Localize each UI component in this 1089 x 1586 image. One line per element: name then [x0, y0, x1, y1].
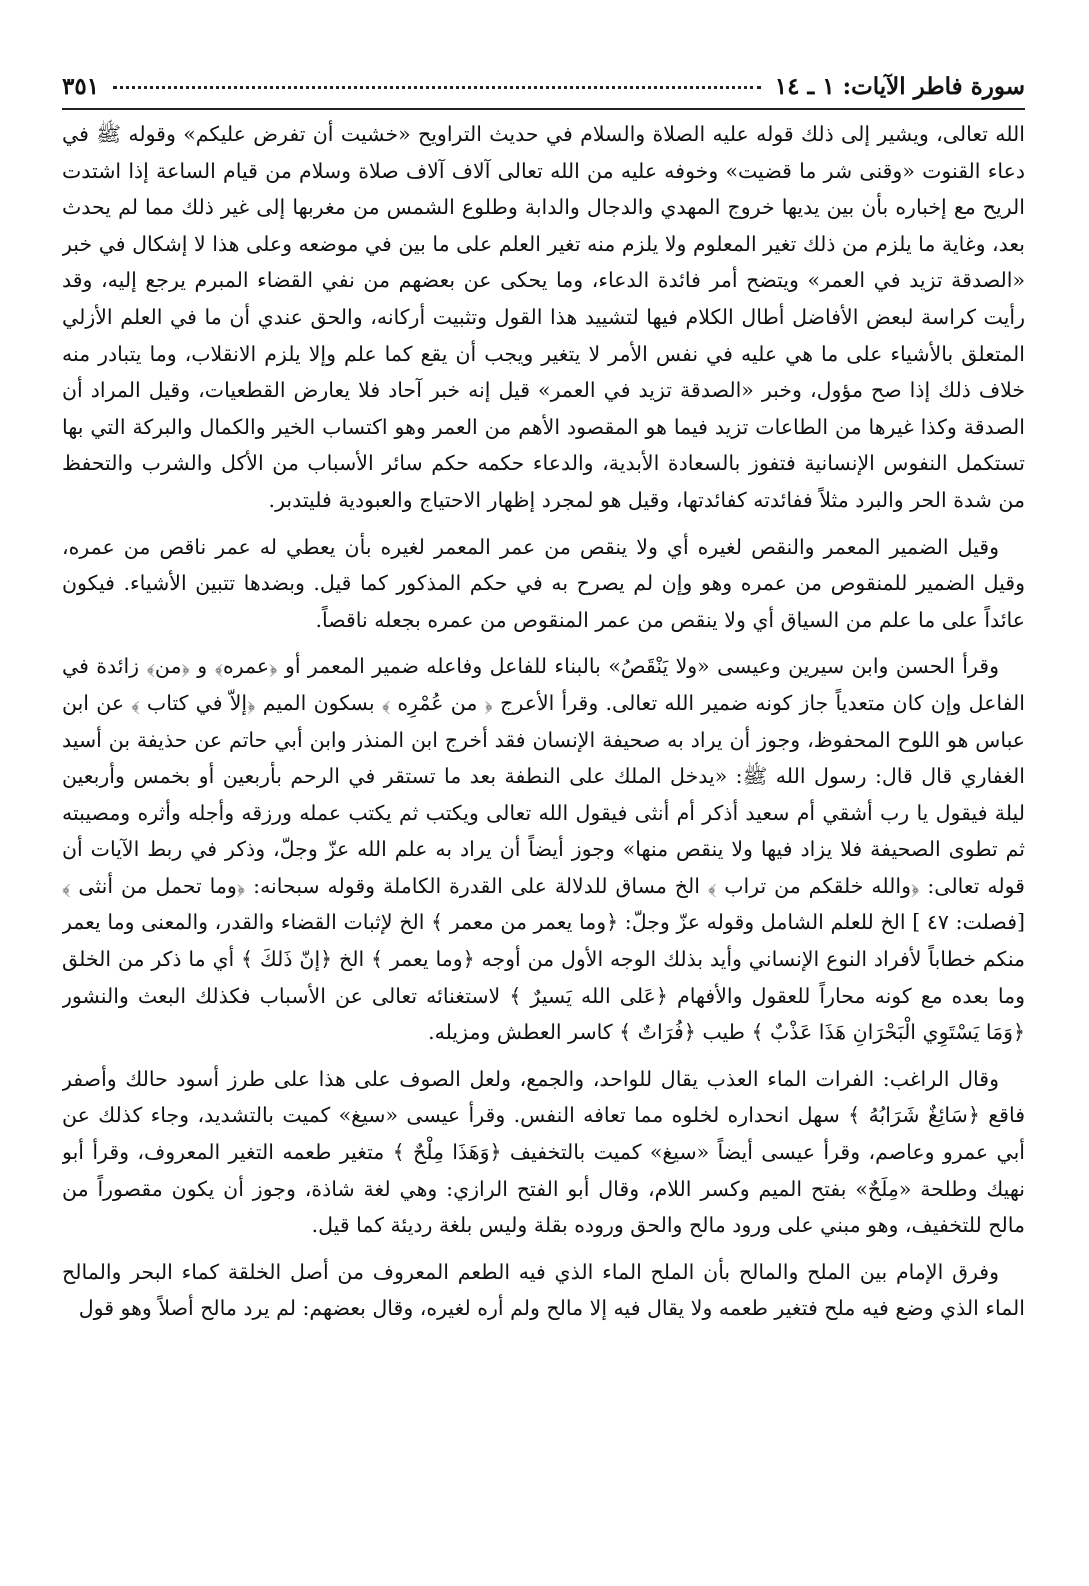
running-header [62, 66, 1025, 106]
paragraph-5: وفرق الإمام بين الملح والمالح بأن الملح الماء الذي فيه الطعم المعروف من أصل الخلقة كماء البحر والمالح الماء الذي وضع فيه ملح فتغير طعمه ولا يقال فيه إلا مالح ولم أره لغيره، وقال بعضهم: لم يرد مالح أصلاً وهو قول [62, 1259, 1025, 1321]
paragraph-3: وقرأ الحسن وابن سيرين وعيسى «ولا يَنْقَصُ» بالبناء للفاعل وفاعله ضمير المعمر أو ﴿عمره﴾ و ﴿من﴾ زائدة في الفاعل وإن كان متعدياً جاز كونه ضمير الله تعالى. وقرأ الأعرج ﴿ من عُمْرِه ﴾ بسكون الميم ﴿إلاّ في كتاب ﴾ عن ابن عباس هو اللوح المحفوظ، وجوز أن يراد به صحيفة الإنسان فقد أخرج ابن المنذر وابن أبي حاتم عن حذيفة بن أسيد الغفاري قال قال: رسول الله ﷺ: «يدخل الملك على النطفة بعد ما تستقر في الرحم بأربعين أو بخمس وأربعين ليلة فيقول يا رب أشقي أم سعيد أذكر أم أنثى فيقول الله تعالى ويكتب ثم يكتب عمله ورزقه وأجله وأثره ومصيبته ثم تطوى الصحيفة فلا يزاد فيها ولا ينقص منها» وجوز أيضاً أن يراد به علم الله عزّ وجلّ، وذكر في ربط الآيات أن قوله تعالى: ﴿والله خلقكم من تراب ﴾ الخ مساق للدلالة على القدرة الكاملة وقوله سبحانه: ﴿وما تحمل من أنثى ﴾ [فصلت: ٤٧ ] الخ للعلم الشامل وقوله عزّ وجلّ: ﴿وما يعمر من معمر ﴾ الخ لإثبات القضاء والقدر، والمعنى وما يعمر منكم خطاباً لأفراد النوع الإنساني وأيد بذلك الوجه الأول من أوجه ﴿وما يعمر ﴾ الخ ﴿إنّ ذَلكَ ﴾ أي ما ذكر من الخلق وما بعده مع كونه محاراً للعقول والأفهام ﴿عَلى الله يَسيرٌ ﴾ لاستغنائه تعالى عن الأسباب فكذلك البعث والنشور ﴿وَمَا يَسْتَوِي الْبَحْرَانِ هَذَا عَذْبٌ ﴾ طيب ﴿فُرَاتٌ ﴾ كاسر العطش ومزيله. [62, 654, 1025, 1045]
paragraph-2: وقيل الضمير المعمر والنقص لغيره أي ولا ينقص من عمر المعمر لغيره بأن يعطي له عمر ناقص من عمره، وقيل الضمير للمنقوص من عمره وهو وإن لم يصرح به في حكم المذكور كما قيل. وبضدها تتبين الأشياء. فيكون عائداً على ما علم من السياق أي ولا ينقص من عمر المنقوص من عمره بجعله ناقصاً. [62, 534, 1025, 632]
paragraph-1: الله تعالى، ويشير إلى ذلك قوله عليه الصلاة والسلام في حديث التراويح «خشيت أن تفرض عليكم» وقوله ﷺ في دعاء القنوت «وقنى شر ما قضيت» وخوفه عليه من الله تعالى آلاف آلاف صلاة وسلام من قيام الساعة إذا اشتدت الريح مع إخباره بأن بين يديها خروج المهدي والدجال والدابة وطلوع الشمس من مغربها إلى غير ذلك مما لم يحدث بعد، وغاية ما يلزم من ذلك تغير المعلوم ولا يلزم منه تغير العلم على ما بين في موضعه وعلى هذا لا إشكال في خبر «الصدقة تزيد في العمر» ويتضح أمر فائدة الدعاء، وما يحكى عن بعضهم من نفي القضاء المبرم يرجع إليه، وقد رأيت كراسة لبعض الأفاضل أطال الكلام فيها لتشييد هذا القول وتثبيت أركانه، والحق عندي أن ما في العلم الأزلي المتعلق بالأشياء على ما هي عليه في نفس الأمر لا يتغير ويجب أن يقع كما علم وإلا يلزم الانقلاب، وما يتبادر منه خلاف ذلك إذا صح مؤول، وخبر «الصدقة تزيد في العمر» قيل إنه خبر آحاد فلا يعارض القطعيات، وقيل المراد أن الصدقة وكذا غيرها من الطاعات تزيد فيما هو المقصود الأهم من العمر وهو اكتساب الخير والكمال والبركة التي بها تستكمل النفوس الإنسانية فتفوز بالسعادة الأبدية، والدعاء حكمه حكم سائر الأسباب من الأكل والشرب والتحفظ من شدة الحر والبرد مثلاً ففائدته كفائدتها، وقيل هو لمجرد إظهار الاحتياج والعبودية فليتدبر. [62, 122, 1025, 512]
header-rule [62, 108, 1025, 110]
paragraph-4: وقال الراغب: الفرات الماء العذب يقال للواحد، والجمع، ولعل الصوف على هذا على طرز أسود حالك وأصفر فاقع ﴿سَائِغٌ شَرَابُهُ ﴾ سهل انحداره لخلوه مما تعافه النفس. وقرأ عيسى «سيغ» كميت بالتشديد، وجاء كذلك عن أبي عمرو وعاصم، وقرأ عيسى أيضاً «سيغ» كميت بالتخفيف ﴿وَهَذَا مِلْحٌ ﴾ متغير طعمه التغير المعروف، وقرأ أبو نهيك وطلحة «مِلَحٌ» بفتح الميم وكسر اللام، وقال أبو الفتح الرازي: وهي لغة شاذة، وجوز أن يكون مقصوراً من مالح للتخفيف، وهو مبني على ورود مالح والحق وروده بقلة وليس بلغة رديئة كما قيل. [62, 1066, 1025, 1238]
page-body [62, 116, 1025, 1516]
header-leader-dots [113, 84, 761, 89]
header-title: سورة فاطر الآيات: ١ ـ ١٤ [774, 72, 1025, 100]
page-number: ٣٥١ [62, 72, 100, 100]
